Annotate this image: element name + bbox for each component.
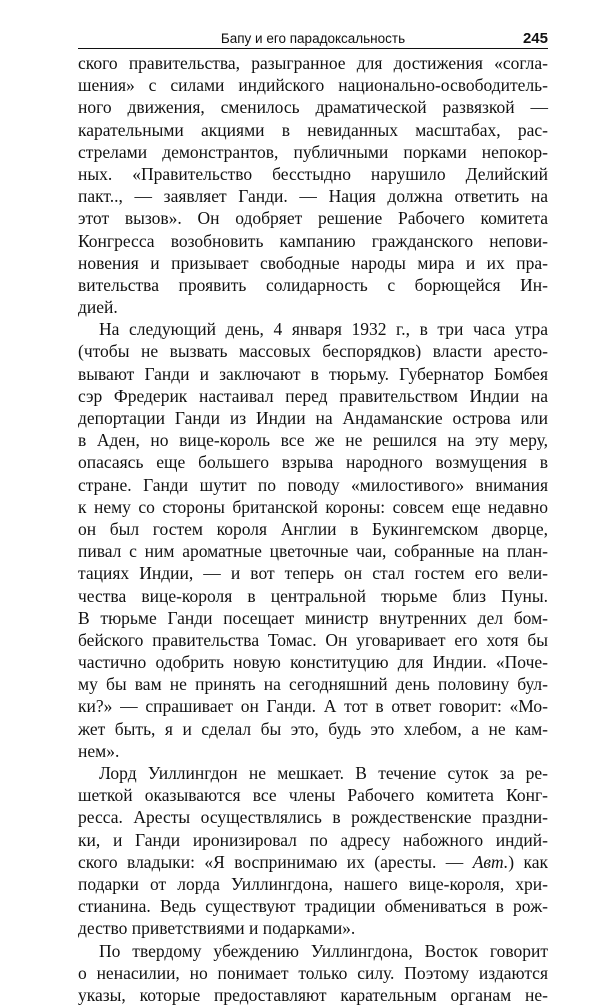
text-line: этот вызов». Он одобряет решение Рабочего комитета [78, 207, 548, 229]
body-text [78, 52, 548, 1006]
text-line: му бы вам не принять на сегодняшний день половину бул- [78, 673, 548, 695]
text-line: ного движения, сменилось драматической развязкой — [78, 96, 548, 118]
paragraph [78, 940, 548, 1006]
paragraph [78, 52, 548, 318]
text-line: нем». [78, 740, 548, 762]
text-line: дией. [78, 296, 548, 318]
running-title: Бапу и его парадоксальность [78, 31, 548, 46]
text-line: чества вице-короля в центральной тюрьме близ Пуны. [78, 585, 548, 607]
text-line: ки, и Ганди иронизировал по адресу набожного индий- [78, 829, 548, 851]
text-line: пивал с ним ароматные цветочные чаи, собранные на план- [78, 540, 548, 562]
text-line: На следующий день, 4 января 1932 г., в три часа утра [78, 318, 548, 340]
text-line: стране. Ганди шутит по поводу «милостивого» внимания [78, 474, 548, 496]
text-line: стрелами демонстрантов, публичными порками непокор- [78, 141, 548, 163]
text-line: ского владыки: «Я воспринимаю их (аресты. — Авт.) как [78, 851, 548, 873]
text-line: к нему со стороны британской короны: совсем еще недавно [78, 496, 548, 518]
text-line: (чтобы не вызвать массовых беспорядков) власти аресто- [78, 340, 548, 362]
text-line: По твердому убеждению Уиллингдона, Восток говорит [78, 940, 548, 962]
paragraph [78, 318, 548, 762]
text-line: вывают Ганди и заключают в тюрьму. Губернатор Бомбея [78, 363, 548, 385]
text-line: частично одобрить новую конституцию для Индии. «Поче- [78, 651, 548, 673]
text-line: сэр Фредерик настаивал перед правительством Индии на [78, 385, 548, 407]
text-line: ки?» — спрашивает он Ганди. А тот в ответ говорит: «Мо- [78, 695, 548, 717]
text-line: тациях Индии, — и вот теперь он стал гостем его вели- [78, 562, 548, 584]
text-line: шения» с силами индийского национально-освободитель- [78, 74, 548, 96]
text-line: в Аден, но вице-король все же не решился на эту меру, [78, 429, 548, 451]
text-line: опасаясь еще большего взрыва народного возмущения в [78, 451, 548, 473]
text-line: указы, которые предоставляют карательным органам не- [78, 984, 548, 1006]
text-line: пакт.., — заявляет Ганди. — Нация должна ответить на [78, 185, 548, 207]
text-line: новения и призывает свободные народы мира и их пра- [78, 252, 548, 274]
running-head [78, 24, 548, 49]
page-number: 245 [523, 30, 548, 47]
text-line: он был гостем короля Англии в Букингемском дворце, [78, 518, 548, 540]
text-line: ского правительства, разыгранное для достижения «согла- [78, 52, 548, 74]
text-line: Конгресса возобновить кампанию гражданского непови- [78, 230, 548, 252]
text-line: ресса. Аресты осуществлялись в рождественские праздни- [78, 806, 548, 828]
paragraph [78, 762, 548, 940]
text-line: ных. «Правительство бесстыдно нарушило Делийский [78, 163, 548, 185]
text-line: В тюрьме Ганди посещает министр внутренних дел бом- [78, 607, 548, 629]
text-line: дество приветствиями и подарками». [78, 917, 548, 939]
text-line: стианина. Ведь существуют традиции обмениваться в рож- [78, 895, 548, 917]
text-line: о ненасилии, но понимает только силу. Поэтому издаются [78, 962, 548, 984]
text-line: вительства проявить солидарность с борющейся Ин- [78, 274, 548, 296]
text-line: шеткой оказываются все члены Рабочего комитета Конг- [78, 784, 548, 806]
text-line: депортации Ганди из Индии на Андаманские острова или [78, 407, 548, 429]
text-line: бейского правительства Томас. Он уговаривает его хотя бы [78, 629, 548, 651]
text-line: жет быть, я и сделал бы это, будь это хлебом, а не кам- [78, 718, 548, 740]
text-line: подарки от лорда Уиллингдона, нашего вице-короля, хри- [78, 873, 548, 895]
text-line: карательными акциями в невиданных масштабах, рас- [78, 119, 548, 141]
text-line: Лорд Уиллингдон не мешкает. В течение суток за ре- [78, 762, 548, 784]
